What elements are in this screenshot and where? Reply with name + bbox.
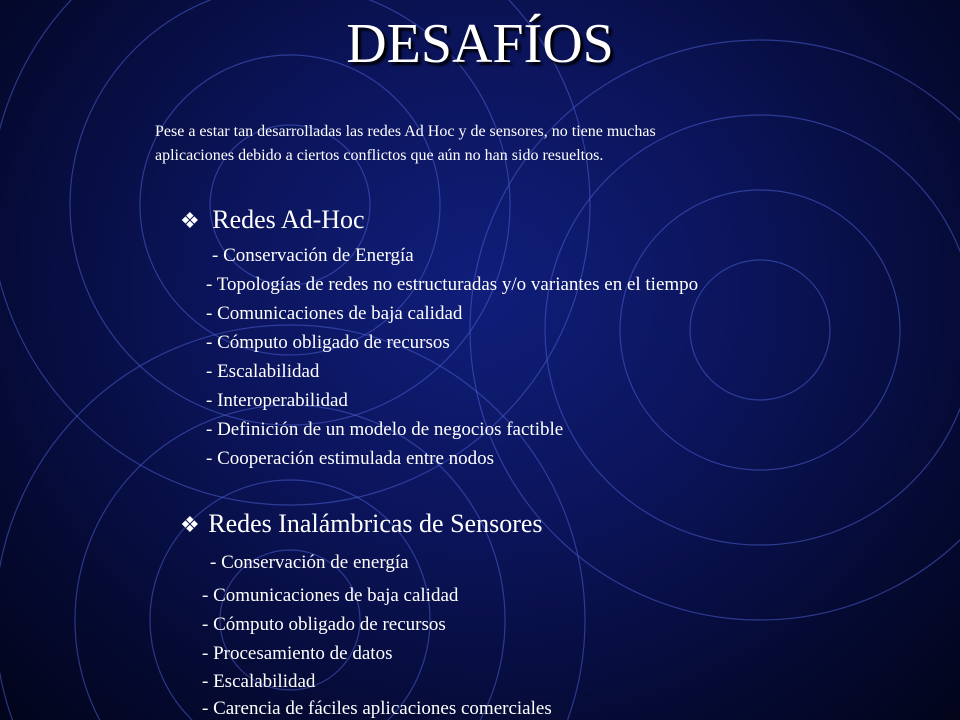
list-item: - Carencia de fáciles aplicaciones comerciales xyxy=(202,698,552,719)
intro-line: aplicaciones debido a ciertos conflictos que aún no han sido resueltos. xyxy=(155,147,604,164)
list-item: - Procesamiento de datos xyxy=(202,643,393,664)
list-item: - Cómputo obligado de recursos xyxy=(206,332,450,353)
section-heading-label: Redes Inalámbricas de Sensores xyxy=(208,509,543,538)
list-item: - Conservación de energía xyxy=(210,552,409,573)
list-item: - Topologías de redes no estructuradas y/o variantes en el tiempo xyxy=(206,274,699,295)
section-heading-redes-inalambricas xyxy=(180,508,543,541)
list-item: - Comunicaciones de baja calidad xyxy=(202,585,459,606)
list-item: - Conservación de Energía xyxy=(212,245,414,266)
section-heading-redes-ad-hoc xyxy=(180,204,365,237)
diamond-bullet-icon: ❖ xyxy=(180,512,200,537)
list-item: - Interoperabilidad xyxy=(206,390,348,411)
diamond-bullet-icon: ❖ xyxy=(180,208,200,233)
list-item: - Escalabilidad xyxy=(206,361,320,382)
list-item: - Escalabilidad xyxy=(202,671,316,692)
intro-line: Pese a estar tan desarrolladas las redes Ad Hoc y de sensores, no tiene muchas xyxy=(155,123,656,140)
section-heading-label: Redes Ad-Hoc xyxy=(212,205,365,234)
list-item: - Cooperación estimulada entre nodos xyxy=(206,448,495,469)
intro-paragraph xyxy=(155,120,855,168)
page-title: DESAFÍOS xyxy=(346,13,614,75)
list-item: - Definición de un modelo de negocios factible xyxy=(206,419,564,440)
list-item: - Comunicaciones de baja calidad xyxy=(206,303,463,324)
list-item: - Cómputo obligado de recursos xyxy=(202,614,446,635)
